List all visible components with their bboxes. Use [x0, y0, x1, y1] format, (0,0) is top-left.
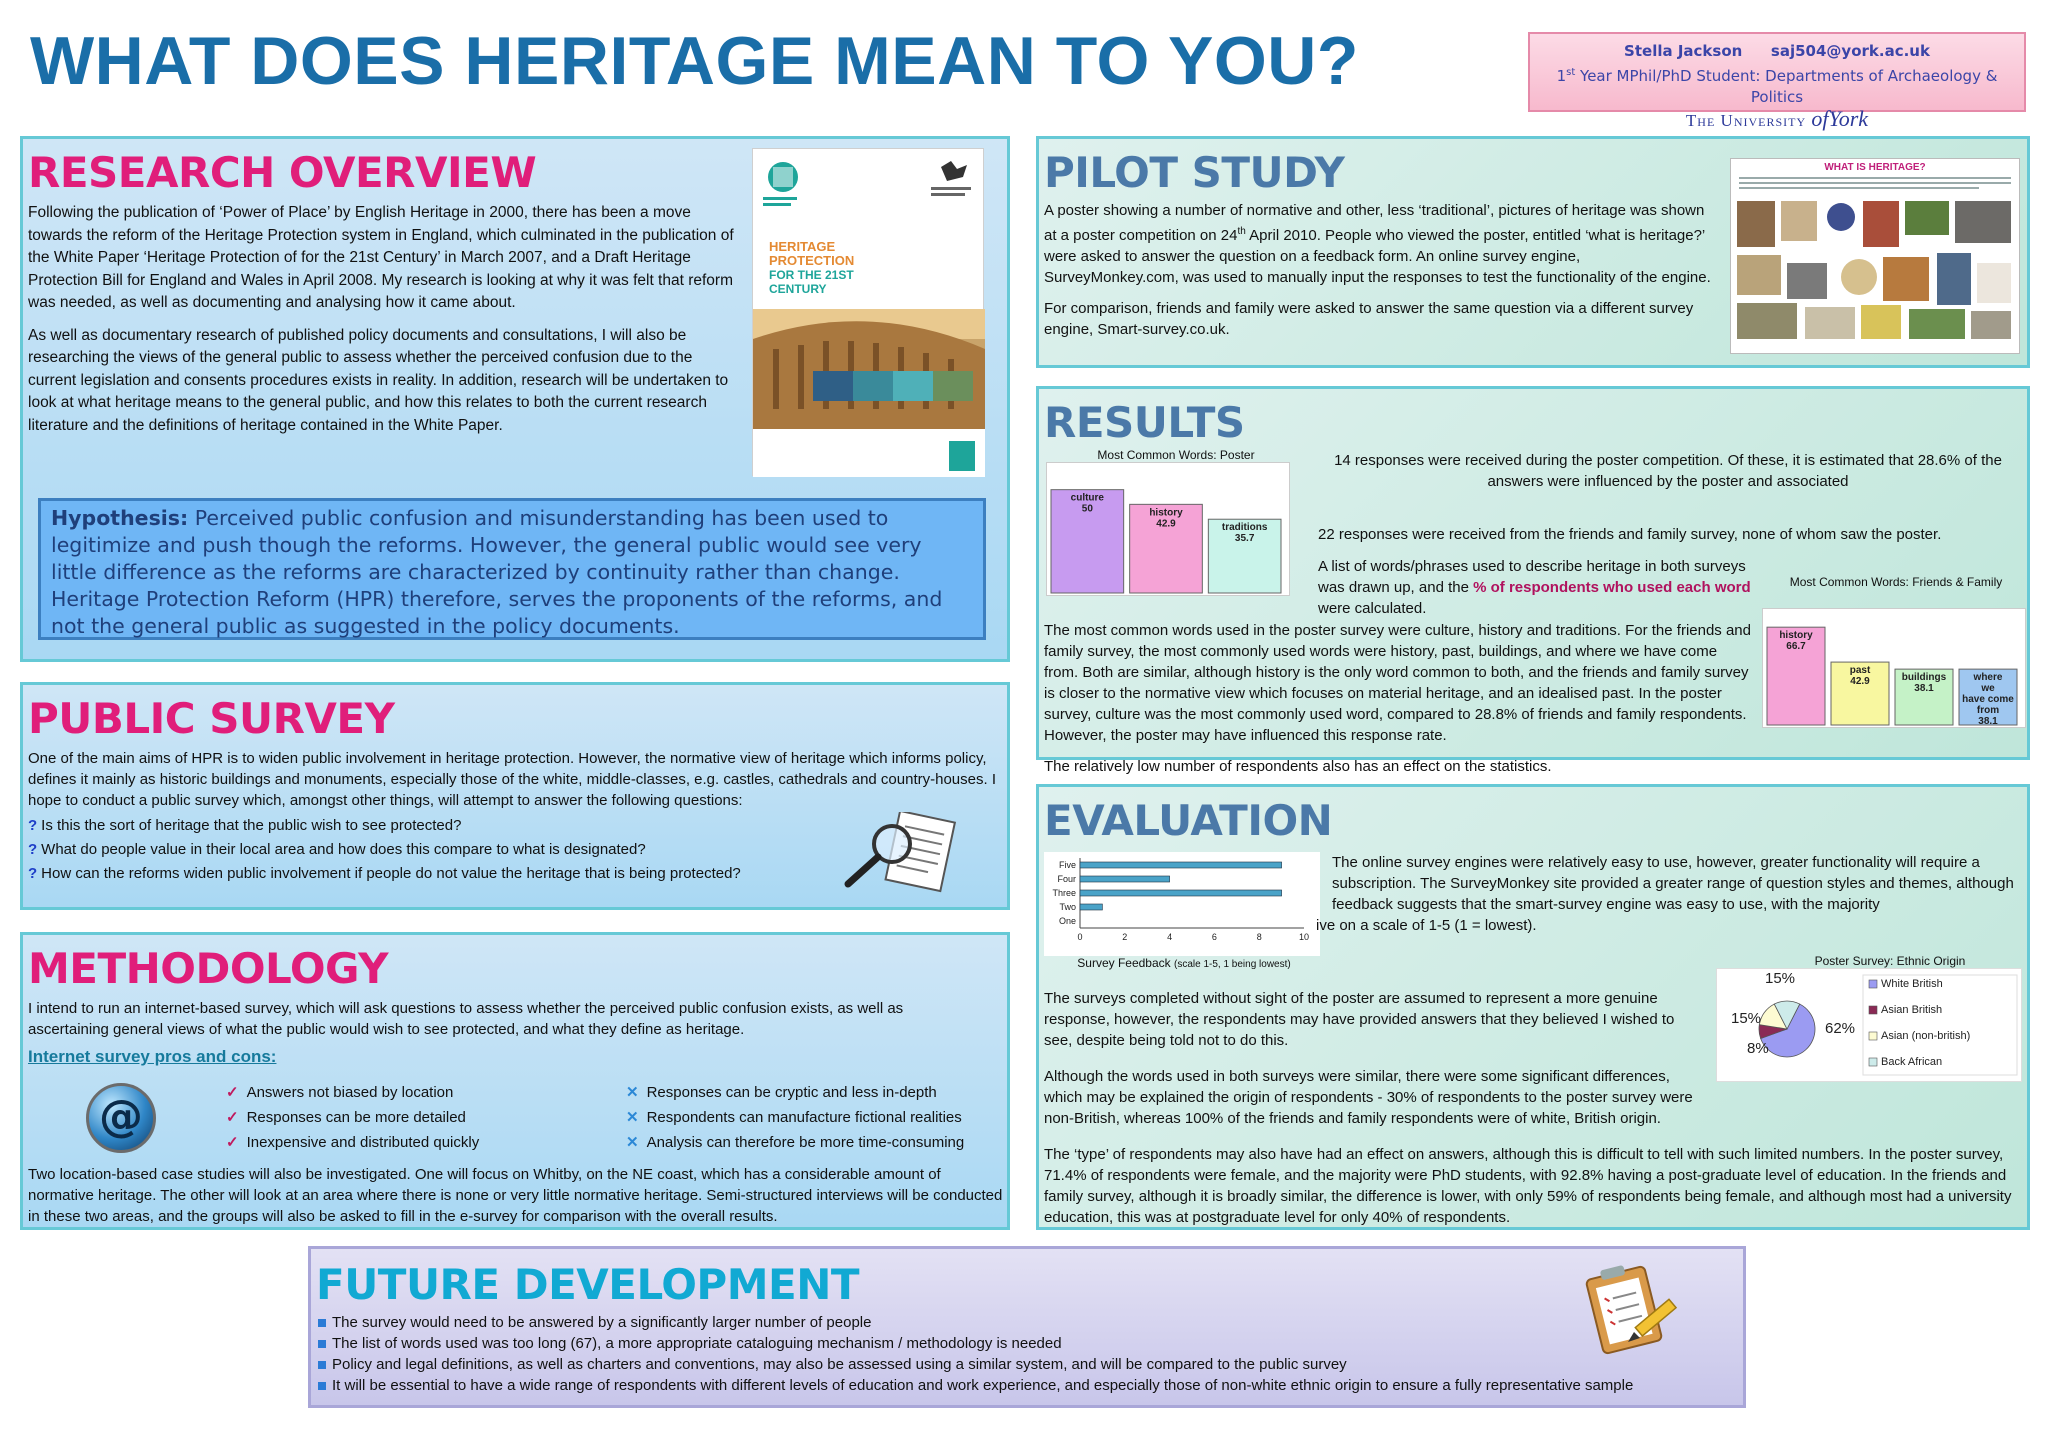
con-item: [626, 1130, 1006, 1155]
legend-label: White British: [1881, 978, 1943, 990]
feedback-chart-title-note: (scale 1-5, 1 being lowest): [1174, 959, 1291, 970]
evaluation-p1b: ive on a scale of 1-5 (1 = lowest).: [1316, 917, 1537, 934]
pilot-study-p1: [1044, 200, 1714, 288]
cons-list: [626, 1080, 1006, 1155]
research-overview-p1: Following the publication of ‘Power of Place’ by English Heritage in 2000, there has been a move towards the reform of the Heritage Protection system in England, which culminated in the publication of the White Paper ‘Heritage Protection of for the 21st Century’ in March 2007, and a Draft Heritage Protection Bill for England and Wales in April 2008. My research is looking at why it was felt that reform was needed, as well as documenting and analysing how it came about.: [28, 204, 734, 311]
survey-question-text: How can the reforms widen public involvement if people do not value the heritage that is being protected?: [41, 865, 741, 882]
poster-chart-frame: [1046, 462, 1290, 596]
thumbnail-title: WHAT IS HERITAGE?: [1824, 162, 1926, 173]
pilot-study-body: [1044, 200, 1714, 350]
cross-icon: ✕: [626, 1084, 639, 1101]
check-icon: ✓: [226, 1134, 239, 1151]
bullet-square-icon: [318, 1319, 326, 1327]
book-title-1: HERITAGE: [769, 239, 836, 254]
results-p1: 14 responses were received during the poster competition. Of these, it is estimated that 28.6% of the answers were influenced by the poster and associated: [1334, 452, 2002, 490]
check-icon: ✓: [226, 1084, 239, 1101]
pie-percent-label: 15%: [1731, 1010, 1762, 1027]
public-survey-heading: PUBLIC SURVEY: [28, 694, 395, 743]
pie-percent-label: 62%: [1825, 1020, 1856, 1037]
legend-swatch: [1869, 1058, 1877, 1066]
results-p4: The most common words used in the poster survey were culture, history and traditions. For the friends and family survey, the most commonly used words were history, past, buildings, and where we have come from. Both are similar, although history is the only word common to both, and the friends and family survey is closer to the normative view which focuses on material heritage, and an idealised past. In the poster survey, culture was the most commonly used word, compared to 28.8% of friends and family respondents. However, the poster may have influenced this response rate.: [1044, 622, 1751, 744]
pie-percent-label: 15%: [1765, 970, 1796, 987]
pro-item-text: Responses can be more detailed: [246, 1109, 466, 1126]
bar-value-label: 50: [1081, 503, 1093, 515]
legend-swatch: [1869, 980, 1877, 988]
research-overview-p2: As well as documentary research of published policy documents and consultations, I will also be researching the views of the general public to assess whether the perceived confusion due to the current legislation and consents procedures exists in reality. In addition, research will be undertaken to look at what heritage means to the general public, and how this relates to both the current research literature and the definitions of heritage contained in the White Paper.: [28, 326, 729, 434]
white-paper-cover: [752, 148, 984, 476]
bullet-square-icon: [318, 1361, 326, 1369]
bar-category-label: we: [1981, 683, 1995, 695]
poster-title: WHAT DOES HERITAGE MEAN TO YOU?: [30, 23, 1359, 99]
bar-category-label: past: [1849, 665, 1871, 677]
bar-category-label: from: [1976, 705, 2000, 717]
ethnic-origin-pie: [1717, 969, 2023, 1083]
author-role-sup: st: [1566, 67, 1576, 78]
pilot-study-heading: PILOT STUDY: [1044, 148, 1345, 197]
magnifier-document-icon: [840, 812, 966, 894]
survey-question-text: Is this the sort of heritage that the public wish to see protected?: [41, 817, 462, 834]
clipboard-pencil-icon: [1582, 1262, 1682, 1358]
question-mark-icon: ?: [28, 841, 38, 858]
future-heading: FUTURE DEVELOPMENT: [316, 1260, 859, 1309]
bar-value-label: 38.1: [1914, 683, 1934, 695]
family-chart-title: Most Common Words: Friends & Family: [1789, 575, 2003, 589]
future-item: [318, 1333, 1738, 1354]
author-box: [1528, 32, 2026, 131]
pro-item: [226, 1105, 586, 1130]
author-role-ordinal: 1: [1556, 67, 1567, 85]
evaluation-p1: The online survey engines were relatively easy to use, however, greater functionality will require a subscription. The SurveyMonkey site provided a greater range of question styles and themes, although feedback suggests that the smart-survey engine was easy to use, with the majority: [1332, 854, 2014, 913]
check-icon: ✓: [226, 1109, 239, 1126]
feedback-bar: [1080, 904, 1102, 910]
survey-feedback-chart: [1044, 852, 1320, 956]
university-of: of: [1811, 106, 1829, 131]
future-item: [318, 1354, 1738, 1375]
legend-label: Asian British: [1881, 1004, 1943, 1016]
white-paper-cover-art: [753, 149, 985, 477]
bar-category-label: where: [1973, 672, 2003, 684]
family-words-chart: [1763, 609, 2027, 729]
feedback-category-label: Three: [1052, 888, 1076, 898]
evaluation-p4: The ‘type’ of respondents may also have had an effect on answers, although this is difficult to tell with such limited numbers. In the poster survey, 71.4% of respondents were female, and the majority were PhD students, with 92.8% having a post-graduate level of education. In the friends and family survey, although it is broadly similar, the difference is lower, with only 59% of respondents being female, and although most had a university education, this was at postgraduate level for only 40% of respondents.: [1044, 1146, 2012, 1226]
feedback-tick-label: 10: [1298, 932, 1310, 942]
results-p5: The relatively low number of respondents also has an effect on the statistics.: [1044, 758, 1552, 775]
bar-value-label: 35.7: [1234, 533, 1255, 545]
feedback-tick-label: 2: [1122, 932, 1128, 942]
legend-swatch: [1869, 1032, 1877, 1040]
feedback-chart-frame: [1044, 852, 1320, 956]
feedback-chart-title-text: Survey Feedback: [1077, 956, 1171, 970]
pilot-study-p1-pre: A poster showing a number of normative and other, less ‘traditional’, pictures of heritage was shown at a poster competition on 24: [1044, 202, 1705, 244]
bar-value-label: 42.9: [1850, 676, 1870, 688]
author-contact: [1530, 41, 2024, 62]
author-email: saj504@york.ac.uk: [1770, 42, 1930, 60]
feedback-category-label: One: [1058, 916, 1076, 926]
bar-category-label: culture: [1070, 492, 1105, 504]
methodology-heading: METHODOLOGY: [28, 944, 388, 993]
author-name: Stella Jackson: [1624, 42, 1743, 60]
pro-item-text: Answers not biased by location: [246, 1084, 454, 1101]
pro-item-text: Inexpensive and distributed quickly: [246, 1134, 480, 1151]
evaluation-heading: EVALUATION: [1044, 796, 1333, 845]
bar-value-label: 66.7: [1786, 641, 1806, 653]
pilot-study-p1-post: April 2010. People who viewed the poster, entitled ‘what is heritage?’ were asked to answer the question on a feedback form. An online survey engine, SurveyMonkey.com, was used to manually input the responses to test the functionality of the engine.: [1044, 227, 1711, 286]
bar-category-label: history: [1779, 630, 1813, 642]
results-p3: [1318, 556, 1768, 619]
con-item-text: Responses can be cryptic and less in-depth: [646, 1084, 937, 1101]
book-title-2: PROTECTION: [769, 253, 855, 268]
pie-percent-label: 8%: [1747, 1040, 1769, 1057]
future-list: [318, 1312, 1738, 1396]
results-p2: 22 responses were received from the friends and family survey, none of whom saw the poster.: [1318, 526, 1942, 543]
evaluation-p2: The surveys completed without sight of the poster are assumed to represent a more genuine response, however, the respondents may have provided answers that they believed I wished to see, despite being told not to do this.: [1044, 990, 1675, 1049]
author-role: [1530, 62, 2024, 108]
feedback-category-label: Five: [1058, 860, 1076, 870]
legend-swatch: [1869, 1006, 1877, 1014]
hypothesis-box: [38, 498, 986, 640]
book-title-4: CENTURY: [769, 282, 827, 296]
feedback-chart-title: [1046, 956, 1322, 970]
ethnic-chart-title: Poster Survey: Ethnic Origin: [1814, 954, 1966, 968]
research-overview-heading: RESEARCH OVERVIEW: [28, 148, 537, 197]
author-role-text: Year MPhil/PhD Student: Departments of Archaeology & Politics: [1575, 67, 1998, 106]
feedback-bar: [1080, 862, 1282, 868]
question-mark-icon: ?: [28, 817, 38, 834]
feedback-tick-label: 6: [1211, 932, 1217, 942]
legend-label: Asian (non-british): [1881, 1030, 1971, 1042]
con-item-text: Respondents can manufacture fictional realities: [646, 1109, 962, 1126]
methodology-intro: I intend to run an internet-based survey, which will ask questions to assess whether the perceived public confusion exists, as well as ascertaining general views of what the public would wish to see protected, and what they define as heritage.: [28, 1000, 904, 1038]
bar-category-label: buildings: [1901, 672, 1947, 684]
email-at-icon: @: [86, 1083, 156, 1153]
feedback-tick-label: 8: [1256, 932, 1262, 942]
ethnic-chart-frame: [1716, 968, 2022, 1082]
pros-cons-link: Internet survey pros and cons:: [28, 1047, 277, 1066]
pilot-study-p2: For comparison, friends and family were asked to answer the same question via a different survey engine, Smart-survey.co.uk.: [1044, 300, 1694, 338]
university-york: York: [1828, 106, 1869, 131]
feedback-tick-label: 4: [1167, 932, 1173, 942]
survey-question-text: What do people value in their local area and how does this compare to what is designated?: [41, 841, 646, 858]
legend-label: Back African: [1881, 1056, 1943, 1068]
bullet-square-icon: [318, 1382, 326, 1390]
methodology-outro: Two location-based case studies will also be investigated. One will focus on Whitby, on the NE coast, which has a considerable amount of normative heritage. The other will look at an area where there is none or very little normative heritage. Semi-structured interviews will be conducted in these two areas, and the groups will also be asked to fill in the e-survey for comparison with the overall results.: [28, 1166, 1003, 1225]
research-overview-body: [28, 202, 740, 447]
evaluation-p3: Although the words used in both surveys were similar, there were some significant differences, which may be explained the origin of respondents - 30% of respondents to the poster survey were non-British, whereas 100% of the friends and family respondents were of white, British origin.: [1044, 1068, 1693, 1127]
future-item: [318, 1375, 1738, 1396]
con-item-text: Analysis can therefore be more time-consuming: [646, 1134, 965, 1151]
poster-words-chart: [1047, 463, 1291, 597]
cross-icon: ✕: [626, 1109, 639, 1126]
hypothesis-label: Hypothesis:: [51, 506, 189, 530]
heritage-poster-thumbnail: [1730, 158, 2020, 354]
pro-item: [226, 1130, 586, 1155]
results-heading: RESULTS: [1044, 398, 1245, 447]
university-prefix: The University: [1685, 111, 1807, 130]
pilot-study-p1-sup: th: [1237, 226, 1246, 237]
question-mark-icon: ?: [28, 865, 38, 882]
future-item-text: The list of words used was too long (67), a more appropriate cataloguing mechanism / methodology is needed: [332, 1335, 1062, 1352]
pro-item: [226, 1080, 586, 1105]
results-p3-pre: A list of words/phrases used to describe heritage in both surveys was drawn up, and the: [1318, 558, 1746, 596]
pros-list: [226, 1080, 586, 1155]
university-logo: [1530, 108, 2024, 131]
con-item: [626, 1080, 1006, 1105]
public-survey-intro: One of the main aims of HPR is to widen public involvement in heritage protection. However, the normative view of heritage which informs policy, defines it mainly as historic buildings and monuments, especially those of the white, middle-classes, e.g. castles, cathedrals and country-houses. I hope to conduct a public survey which, amongst other things, will attempt to answer the following questions:: [28, 750, 996, 809]
results-p3-post: were calculated.: [1318, 600, 1427, 617]
feedback-bar: [1080, 890, 1282, 896]
family-chart-frame: [1762, 608, 2026, 728]
poster-chart-title: Most Common Words: Poster: [1097, 448, 1255, 462]
bullet-square-icon: [318, 1340, 326, 1348]
bar-value-label: 38.1: [1978, 716, 1998, 728]
hypothesis-text: Perceived public confusion and misunderstanding has been used to legitimize and push though the reforms. However, the general public would see very little difference as the reforms are characterized by continuity rather than change. Heritage Protection Reform (HPR) therefore, serves the proponents of the reforms, and not the general public as suggested in the policy documents.: [51, 506, 943, 638]
bar-category-label: history: [1149, 507, 1183, 519]
future-item: [318, 1312, 1738, 1333]
future-item-text: Policy and legal definitions, as well as charters and conventions, may also be assessed using a similar system, and will be compared to the public survey: [332, 1356, 1347, 1373]
cross-icon: ✕: [626, 1134, 639, 1151]
feedback-tick-label: 0: [1077, 932, 1083, 942]
con-item: [626, 1105, 1006, 1130]
bar-category-label: have come: [1962, 694, 2014, 706]
future-item-text: It will be essential to have a wide range of respondents with different levels of education and work experience, and especially those of non-white ethnic origin to ensure a fully representative sample: [332, 1377, 1634, 1394]
bar-category-label: traditions: [1221, 522, 1268, 534]
feedback-category-label: Four: [1057, 874, 1076, 884]
feedback-category-label: Two: [1059, 902, 1076, 912]
results-p3-highlight: % of respondents who used each word: [1473, 579, 1751, 596]
future-item-text: The survey would need to be answered by a significantly larger number of people: [332, 1314, 872, 1331]
feedback-bar: [1080, 876, 1170, 882]
thumbnail-collage: [1731, 173, 2019, 349]
bar-value-label: 42.9: [1156, 518, 1176, 530]
book-title-3: FOR THE 21ST: [769, 268, 854, 282]
